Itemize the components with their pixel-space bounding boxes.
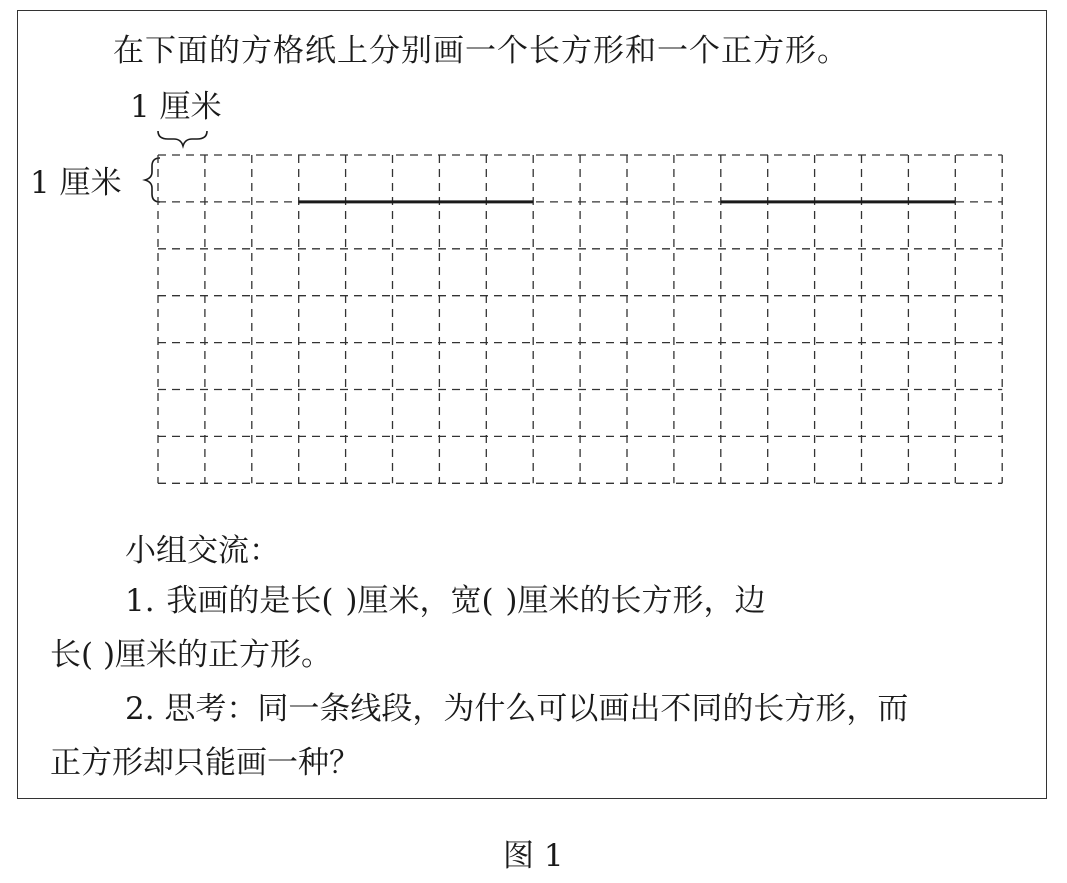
- unit-label-left: 1 厘米: [30, 165, 122, 201]
- instruction-text: 在下面的方格纸上分别画一个长方形和一个正方形。: [113, 33, 849, 69]
- q1-line1: 1. 我画的是长( )厘米，宽( )厘米的长方形，边: [125, 583, 766, 619]
- top-brace-icon: [158, 131, 207, 146]
- unit-label-top: 1 厘米: [130, 89, 222, 125]
- q1-line2: 长( )厘米的正方形。: [50, 637, 333, 673]
- discussion-heading: 小组交流：: [125, 533, 280, 569]
- q2-line1: 2. 思考：同一条线段，为什么可以画出不同的长方形，而: [125, 691, 909, 727]
- left-brace-icon: [145, 158, 160, 202]
- figure-caption: 图 1: [503, 838, 564, 874]
- q2-line2: 正方形却只能画一种？: [50, 745, 360, 781]
